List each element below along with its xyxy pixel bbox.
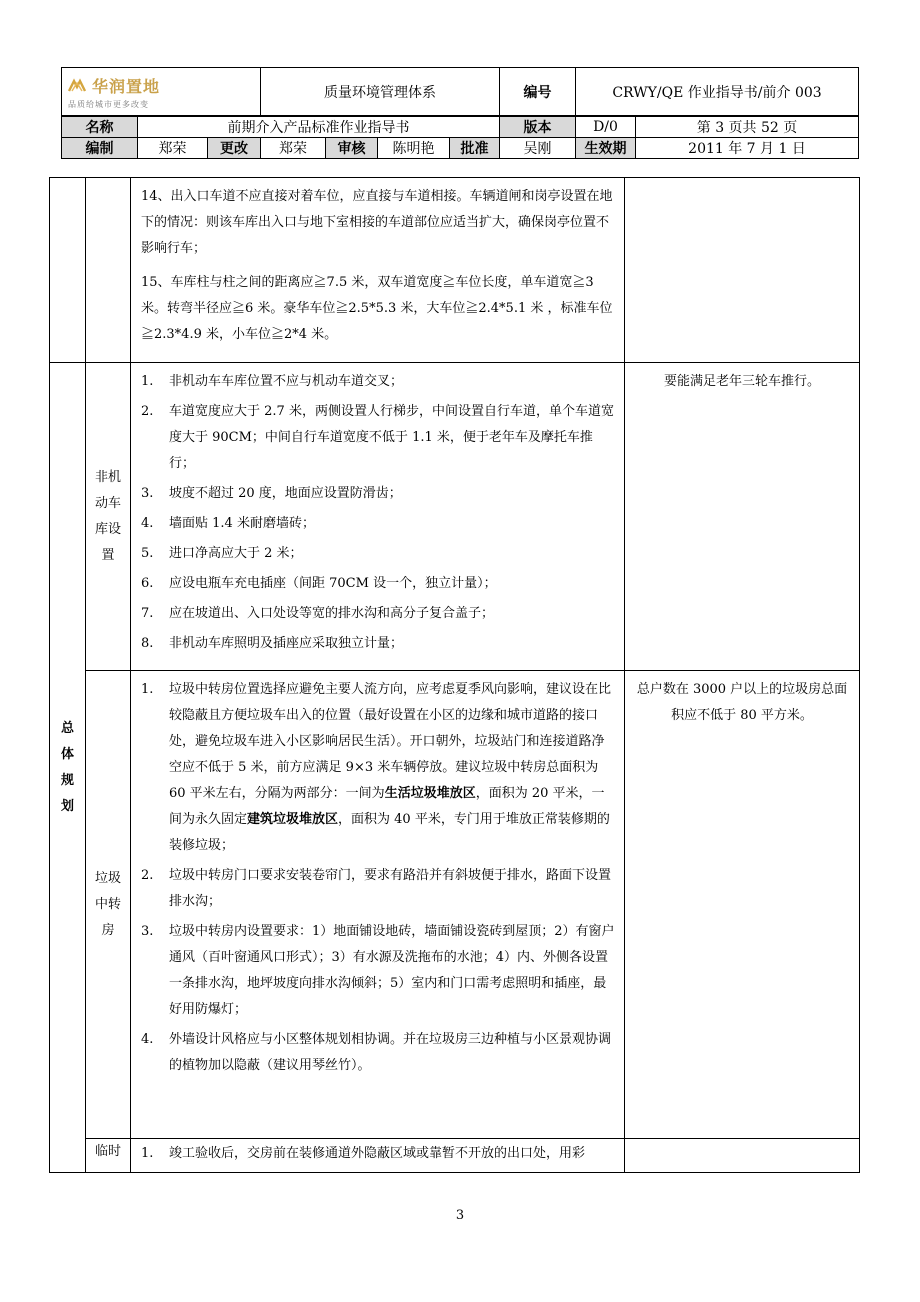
version-label: 版本 — [500, 116, 576, 138]
logo-name: 华润置地 — [92, 76, 161, 96]
category-cell-top — [50, 178, 86, 363]
garbage-title: 垃圾中转房 — [86, 671, 131, 1139]
temp-list — [141, 1141, 616, 1167]
nonmotor-content — [131, 363, 625, 671]
list-item: 3. 坡度不超过 20 度，地面应设置防滑齿； — [141, 486, 402, 501]
system-name: 质量环境管理体系 — [261, 68, 500, 117]
code-value: CRWY/QE 作业指导书/前介 003 — [576, 68, 859, 117]
name-label: 名称 — [62, 116, 138, 138]
garbage-note: 总户数在 3000 户以上的垃圾房总面积应不低于 80 平方米。 — [625, 671, 860, 1139]
page-number: 3 — [455, 1208, 465, 1223]
nonmotor-title: 非机动车库设置 — [86, 363, 131, 671]
list-item: 2. 车道宽度应大于 2.7 米，两侧设置人行梯步，中间设置自行车道，单个车道宽度大于 90CM；中间自行车道宽度不低于 1.1 米，便于老年车及摩托车推行； — [141, 404, 614, 471]
list-item: 1. 非机动车车库位置不应与机动车道交叉； — [141, 374, 404, 389]
note-cell-empty — [625, 178, 860, 363]
list-item: 1. 垃圾中转房位置选择应避免主要人流方向，应考虑夏季风向影响，建议设在比较隐蔽且方便垃圾车出入的位置（最好设置在小区的边缘和城市道路的接口处，避免垃圾车进入小区影响居民生活）。开口朝外，垃圾站门和连接道路净空应不低于 5 米，前方应满足 9×3 米车辆停放。建议垃圾中转房总面积为 60 平米左右，分隔为两部分：一间为生活垃圾堆放区，面积为 20 平米，一间为永久固定建筑垃圾堆放区，面积为 40 平米，专门用于堆放正常装修期的装修垃圾； — [141, 682, 612, 853]
revise-label: 更改 — [208, 138, 261, 159]
list-item: 1. 竣工验收后，交房前在装修通道外隐蔽区域或靠暂不开放的出口处，用彩 — [141, 1146, 586, 1161]
effective-label: 生效期 — [576, 138, 636, 159]
temp-title: 临时 — [86, 1139, 131, 1173]
list-item: 4. 外墙设计风格应与小区整体规划相协调。并在垃圾房三边种植与小区景观协调的植物加以隐蔽（建议用琴丝竹）。 — [141, 1032, 612, 1073]
sub-cell-empty — [86, 178, 131, 363]
logo-tagline: 品质给城市更多改变 — [68, 99, 149, 109]
table-row — [50, 671, 860, 1139]
garbage-content — [131, 671, 625, 1139]
list-item: 8. 非机动车库照明及插座应采取独立计量； — [141, 636, 404, 651]
list-item: 4. 墙面贴 1.4 米耐磨墙砖； — [141, 516, 315, 531]
list-item: 5. 进口净高应大于 2 米； — [141, 546, 303, 561]
version-value: D/0 — [576, 116, 636, 138]
compile-value: 郑荣 — [138, 138, 208, 159]
table-row — [50, 1139, 860, 1173]
approve-value: 吴刚 — [500, 138, 576, 159]
name-value: 前期介入产品标准作业指导书 — [138, 116, 500, 138]
table-row — [50, 178, 860, 363]
temp-content — [131, 1139, 625, 1173]
page-info: 第 3 页共 52 页 — [636, 116, 859, 138]
compile-label: 编制 — [62, 138, 138, 159]
logo — [62, 68, 261, 117]
review-label: 审核 — [326, 138, 378, 159]
note-cell-empty — [625, 1139, 860, 1173]
nonmotor-list — [141, 369, 616, 657]
table-row — [50, 363, 860, 671]
parking-para-14: 14、出入口车道不应直接对着车位，应直接与车道相接。车辆道闸和岗亭设置在地下的情况：则该车库出入口与地下室相接的车道部位应适当扩大，确保岗亭位置不影响行车； — [141, 189, 613, 256]
approve-label: 批准 — [450, 138, 500, 159]
nonmotor-note: 要能满足老年三轮车推行。 — [625, 363, 860, 671]
parking-para-15: 15、车库柱与柱之间的距离应≧7.5 米，双车道宽度≧车位长度，单车道宽≧3 米。转弯半径应≧6 米。豪华车位≧2.5*5.3 米，大车位≧2.4*5.1 米 ，标准车位≧2.3*4.9 米，小车位≧2*4 米。 — [141, 275, 613, 342]
list-item: 3. 垃圾中转房内设置要求：1）地面铺设地砖，墙面铺设瓷砖到屋顶；2）有窗户通风（百叶窗通风口形式）；3）有水源及洗拖布的水池；4）内、外侧各设置一条排水沟，地坪坡度向排水沟倾斜；5）室内和门口需考虑照明和插座，最好用防爆灯； — [141, 924, 615, 1017]
list-item: 7. 应在坡道出、入口处设等宽的排水沟和高分子复合盖子； — [141, 606, 495, 621]
review-value: 陈明艳 — [378, 138, 450, 159]
revise-value: 郑荣 — [261, 138, 326, 159]
effective-value: 2011 年 7 月 1 日 — [636, 138, 859, 159]
list-item: 2. 垃圾中转房门口要求安装卷帘门，要求有路沿并有斜坡便于排水，路面下设置排水沟； — [141, 868, 612, 909]
document-header — [61, 67, 859, 159]
standards-table — [49, 177, 860, 1173]
garbage-list — [141, 677, 616, 1079]
list-item: 6. 应设电瓶车充电插座（间距 70CM 设一个，独立计量）； — [141, 576, 497, 591]
code-label: 编号 — [500, 68, 576, 117]
parking-content — [131, 178, 625, 363]
category-title: 总体规划 — [50, 363, 86, 1173]
logo-mark-icon — [68, 78, 88, 92]
